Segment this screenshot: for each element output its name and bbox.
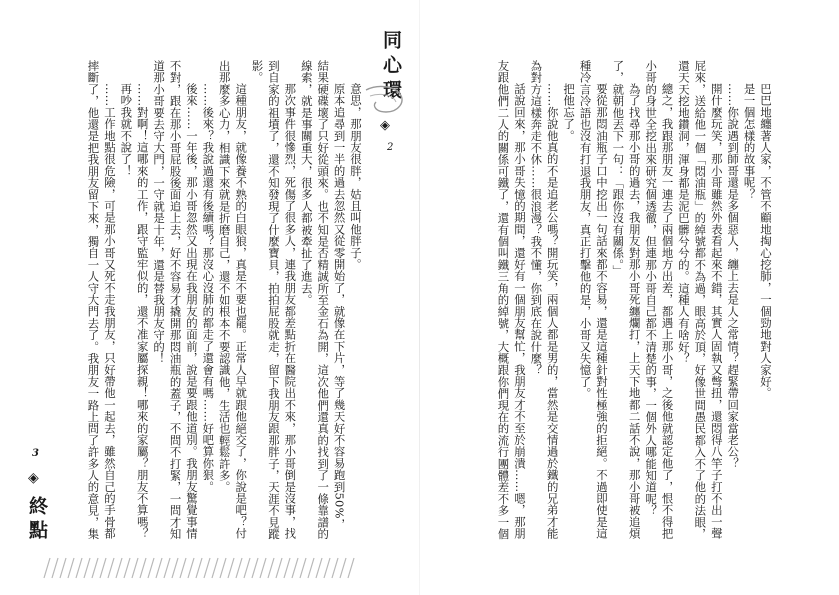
right-paragraph-8: 把他忘了。 [562, 82, 577, 142]
running-header-title: 同心環 [380, 30, 402, 105]
bottom-stripe-decoration [40, 556, 360, 580]
chapter-number: 3 [32, 448, 39, 459]
right-paragraph-4: 開什麼玩笑，那小哥雖然外表看起來不錯，其實人固執又彆扭，還悶得八竿子打不出一聲屁來，送給他一個「悶油瓶」的綽號都不為過，眼高於頂，好像世間愚民都入不了他的法眼，還天天挖地鑽洞，渾身都是泥巴髒兮兮的。這種人有啥好？ [676, 60, 724, 540]
right-page [420, 0, 839, 595]
right-paragraph-9: ……你說他真的不是追老公嗎？開玩笑，兩個人都是男的，當然是交情過於鐵的兄弟才能為對方這樣奔走不休……很浪漫？我不懂，你到底在說什麼？ [529, 60, 560, 540]
left-paragraph-5: ……後來？我說過還有後續嗎？那沒心沒肺的都走了還會有嗎……好吧算你狠。 [201, 82, 216, 493]
right-page-body [450, 60, 774, 540]
left-paragraph-4: 這種朋友，就像養不熟的白眼狼，真是不要也罷。正常人早就跟他絕交了，你說是吧？付出那麼多心力，相識下來就是折磨自己，還不如根本不要認識他，生活也輕鬆許多。 [217, 60, 249, 540]
right-paragraph-10: 話說回來，那小哥失憶的期間，還好有一個朋友幫忙，我朋友才不至於崩潰……嗯，那朋友跟他們二人的關係可鐵了，還有個叫鐵三角的綽號，大概跟你們現在的流行團體差不多一個 [496, 60, 527, 540]
right-paragraph-6: 為了找尋那小哥的過去，我朋友對那小哥死纏爛打，上天下地都二話不說，那小哥被追煩了，就朝他丟下一句：「跟你沒有關係。」 [611, 60, 642, 540]
header-diamond-icon: ◈ [380, 118, 390, 133]
left-paragraph-3: 那次事件很慘烈，死傷了很多人，連我朋友都差點折在醫院出不來，那小哥倒是沒事，找到自家的祖墳了，還不知發現了什麼寶貝，拍拍屁股就走，留下我朋友跟那胖子，天涯不見蹤影。 [250, 60, 298, 540]
swirl-ornament-icon [360, 82, 410, 122]
left-page-body [52, 60, 364, 540]
page-number: 2 [387, 142, 394, 153]
left-paragraph-8: 再吵我就不說了！ [119, 82, 134, 177]
left-paragraph-6: 後來……一年後，那小哥忽然又出現在我朋友的面前，說是要跟他道別。我朋友驚覺事情不對，跟在那小哥屁股後面追上去，好不容易才撬開那悶油瓶的蓋子，不問不打緊，一問才知道那小哥要去守大門，一守就是十年，還是替我朋友守的！ [152, 60, 199, 540]
right-paragraph-2: 是一個怎樣的故事呢？ [742, 82, 757, 200]
chapter-diamond-icon: ◈ [28, 470, 39, 486]
left-paragraph-1: 意思，那朋友很胖，姑且叫他胖子。 [349, 82, 363, 270]
left-paragraph-2: 原本追尋到一半的過去忽然又從零開始了，就像在下片，等了幾天好不容易跑到50%，結果硬碟壞了只好從頭來。也不知是否精誠所至金石為開，這次他們還真的找到了一條靠譜的線索，就是事關重大，很多人都被牽扯了進去。 [299, 60, 347, 540]
left-paragraph-9: ……工作地點很危險，可是那小哥又死不走我朋友，只好帶他一起去，雖然自己的手骨都摔斷了，他還是把我朋友留下來，獨自一人守大門去了。我朋友一路上問了許多人的意見，集 [86, 60, 117, 540]
left-paragraph-7: ……對啊！這哪來的工作，跟守監牢似的，還不准家屬探親！哪來的家屬？朋友不算嗎？ [135, 82, 150, 540]
right-paragraph-1: 巴巴地纏著人家，不管不顧地掏心挖肺，一個勁地對人家好。 [759, 82, 773, 399]
right-paragraph-3: ……你說遇到師哥還是多個惡人，纏上去是人之常情？趕緊帶回家當老公？ [726, 82, 741, 469]
right-paragraph-5: 總之，我跟那朋友一連去了兩個地方出差，都遇上那小哥，之後他就認定他了，恨不得把小哥的身世全挖出來研究個透徹，但連那小哥自己都不清楚的事，一個外人哪能知道呢？ [644, 60, 675, 540]
chapter-title: 終點 [26, 496, 48, 544]
right-paragraph-7: 要從那悶油瓶子口中挖出一句話來都不容易，還是這種針對性極強的拒絕。不過即使是這種冷言冷語也沒有打退我朋友，真正打擊他的是，小哥又失憶了。 [578, 60, 609, 540]
